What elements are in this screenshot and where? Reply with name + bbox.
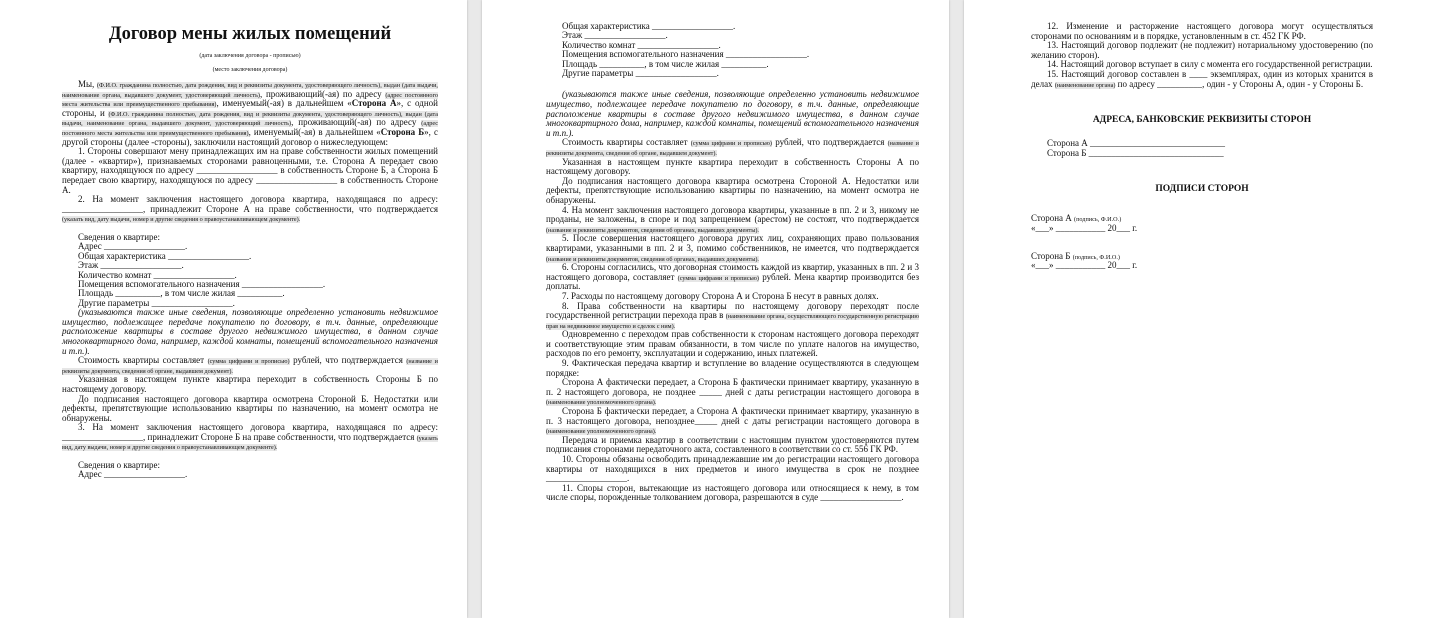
apartment-field: Общая характеристика __________________. [562, 21, 736, 31]
apartment-field: Помещения вспомогательного назначения __________________. [78, 278, 326, 289]
cost-text: Стоимость квартиры составляет [78, 355, 208, 366]
addresses-heading: АДРЕСА, БАНКОВСКИЕ РЕКВИЗИТЫ СТОРОН [1092, 115, 1312, 126]
apartment-info-label: Сведения о квартире: [78, 460, 161, 471]
date-caption: (дата заключения договора - прописью) [199, 53, 301, 59]
clause-6 [546, 263, 919, 292]
clause-5 [546, 234, 919, 263]
clause-8 [546, 302, 919, 331]
party-b-label: Сторона Б [380, 126, 425, 137]
clause-11: 11. Споры сторон, вытекающие из настоящего договора или относящиеся к нему, в том числе споры, порожденные толкованием договора, разрешаются в суде __________________. [546, 482, 919, 503]
clause-4-note: (название и реквизиты документов, сведения об органах, выдавших документы). [546, 226, 759, 234]
apartment-field: Количество комнат __________________. [78, 269, 237, 280]
clause-3 [62, 423, 438, 452]
clause-10: 10. Стороны обязаны освободить принадлежавшие им до регистрации настоящего договора квартиры от находящихся в них предметов и иного имущества в срок не позднее __________________. [546, 454, 919, 484]
clause-9: 9. Фактическая передача квартир и вступление во владение осуществляются в следующем порядке: [546, 358, 919, 378]
party-a-label: Сторона А [351, 98, 397, 109]
clause-15-text: 15. Настоящий договор составлен в ____ экземплярах, один из которых хранится в делах [1031, 68, 1373, 89]
transfer-paragraph: Указанная в настоящем пункте квартира переходит в собственность Стороны Б по настоящему договору. [62, 374, 438, 394]
intro-text: », с одной стороны, и [62, 98, 438, 118]
clause-9-text: Сторона А фактически передает, а Сторона Б фактически принимает квартиру, указанную в п. 2 настоящего договора, не позднее _____ дней с даты регистрации настоящего договора в [546, 377, 919, 397]
cost-doc-note: (название и реквизиты документа, сведения об органе, выдавшем документ). [62, 358, 438, 375]
clause-7: 7. Расходы по настоящему договору Сторона А и Сторона Б несут в равных долях. [562, 290, 879, 301]
clause-6-text: рублей. Мена квартир производится без доплаты. [546, 271, 919, 292]
clause-13: 13. Настоящий договор подлежит (не подлежит) нотариальному удостоверению (по желанию сторон). [1031, 40, 1373, 60]
intro-text: , именуемый(-ая) в дальнейшем « [216, 98, 352, 109]
inspection-paragraph: До подписания настоящего договора квартира осмотрена Стороной А. Недостатки или дефекты, препятствующие использованию квартиры по назначению, на момент осмотра не обнаружены. [546, 175, 919, 205]
cost-text: Стоимость квартиры составляет [562, 137, 691, 148]
page-2-content [546, 22, 919, 503]
clause-1: 1. Стороны совершают мену принадлежащих им на праве собственности жилых помещений (далее - «квартир»), признаваемых сторонами равноценными, т.е. Сторона А передает свою квартиру, находящуюся по адресу __________________ в собственность Стороне Б, а Сторона Б передает свою квартиру, находящуюся по адресу __________________ в собственность Стороне А. [62, 146, 438, 195]
document-page-2 [482, 0, 949, 618]
apartment-info-b-continued [546, 22, 919, 78]
clause-9-party-b [546, 407, 919, 436]
document-title: Договор мены жилых помещений [108, 24, 392, 44]
cost-paragraph [546, 138, 919, 157]
clause-9-note: (наименование уполномоченного органа). [546, 428, 657, 436]
clause-9-note: (наименование уполномоченного органа). [546, 399, 657, 407]
signature-a-label: Сторона А [1031, 213, 1075, 224]
clause-15 [1031, 70, 1373, 89]
clause-4-text: 4. На момент заключения настоящего договора квартиры, указанные в пп. 2 и 3, никому не проданы, не заложены, в споре и под запрещением (арестом) не состоят, что подтверждается [546, 204, 919, 225]
simultaneous-transfer-paragraph: Одновременно с переходом прав собственности к сторонам настоящего договора переходят и соответствующие этим правам обязанности, в том числе по уплате налогов на имущество, расходов по его ремонту, эксплуатации и содержанию, иных платежей. [546, 329, 919, 359]
intro-text: », с другой стороны (далее -стороны), заключили настоящий договор о нижеследующем: [62, 126, 438, 147]
apartment-field: Другие параметры __________________. [562, 68, 719, 79]
clause-3-text: 3. На момент заключения настоящего договора квартира, находящаяся по адресу: __________________, принадлежит Стороне Б на праве собственности, что подтверждается [62, 422, 438, 442]
clause-15-note: (наименование органа) [1054, 81, 1116, 89]
clause-8-text: 8. Права собственности на квартиры по настоящему договору переходят после государственной регистрации перехода прав в [546, 300, 919, 321]
clause-3-note: (указать вид, дату выдачи, номер и другие сведения о правоустанавливающем документе). [62, 434, 438, 452]
apartment-field: Этаж __________________. [78, 260, 184, 271]
signatures-block [1031, 214, 1373, 270]
cost-doc-note: (название и реквизиты документа, сведения об органе, выдавшем документ). [546, 140, 919, 157]
clause-12: 12. Изменение и расторжение настоящего договора могут осуществляться сторонами по основаниям и в порядке, установленным в ст. 452 ГК РФ. [1031, 21, 1373, 41]
clause-2 [62, 195, 438, 224]
intro-text: , проживающий(-ая) по адресу [291, 117, 422, 128]
party-b-details: (Ф.И.О. гражданина полностью, дата рождения, вид и реквизиты документа, удостоверяющего личность), выдан (дата выдачи, наименование органа, выдавшего документ, удостоверяющий личность) [62, 110, 438, 128]
clause-8-note: (наименование органа, осуществляющего государственную регистрацию прав на недвижимое имущество и сделок с ним). [546, 313, 919, 330]
apartment-field: Количество комнат __________________. [562, 39, 721, 50]
place-caption: (место заключения договора) [212, 67, 288, 73]
intro-text: , именуемый(-ая) в дальнейшем « [248, 126, 381, 137]
clause-5-text: 5. После совершения настоящего договора других лиц, сохраняющих право пользования квартирами, указанными в пп. 2 и 3, помимо собственников, не имеется, что подтверждается [546, 233, 919, 253]
apartment-field: Этаж __________________. [562, 30, 668, 41]
party-b-address-line: Сторона Б ______________________________ [1047, 147, 1224, 158]
cost-paragraph [62, 356, 438, 375]
signature-a-note: (подпись, Ф.И.О.) [1074, 216, 1122, 224]
party-a-details: (Ф.И.О. гражданина полностью, дата рождения, вид и реквизиты документа, удостоверяющего личность), выдан (дата выдачи, наименование органа, выдавшего документ, удостоверяющий личность) [62, 82, 438, 99]
cost-note: (сумма цифрами и прописью) [690, 140, 772, 148]
signature-a-date: «___» ___________ 20___ г. [1031, 222, 1138, 233]
clause-4 [546, 206, 919, 235]
apartment-field: Адрес __________________. [78, 469, 188, 480]
apartment-field: Помещения вспомогательного назначения __________________. [562, 49, 810, 60]
page-1-content [62, 22, 438, 480]
addresses-block [1031, 139, 1373, 158]
signature-b-note: (подпись, Ф.И.О.) [1072, 253, 1120, 261]
cost-note: (сумма цифрами и прописью) [207, 358, 290, 366]
party-a-address-line: Сторона А ______________________________ [1047, 138, 1226, 149]
clause-2-note: (указать вид, дату выдачи, номер и другие сведения о правоустанавливающем документе). [62, 216, 301, 224]
cost-text: рублей, что подтверждается [289, 355, 407, 366]
party-a-address-note: (адрес постоянного места жительства или преимущественного пребывания) [62, 91, 438, 109]
apartment-field: Другие параметры __________________. [78, 297, 235, 308]
apartment-info-a [62, 233, 438, 308]
clause-9-text: Сторона Б фактически передает, а Сторона А фактически принимает квартиру, указанную в п. 3 настоящего договора, непозднее_____ дней с даты регистрации настоящего договора в [546, 406, 919, 426]
page-3-content [1031, 22, 1373, 271]
apartment-info-b [62, 461, 438, 480]
clause-6-text: 6. Стороны согласились, что договорная стоимость каждой из квартир, указанных в пп. 2 и 3 настоящего договора, составляет [546, 262, 919, 282]
document-page-1 [0, 0, 467, 618]
apartment-info-label: Сведения о квартире: [78, 231, 161, 242]
apartment-field: Площадь __________, в том числе жилая __________. [562, 58, 769, 69]
intro-paragraph [62, 80, 438, 147]
signature-b-date: «___» ___________ 20___ г. [1031, 260, 1138, 271]
apartment-field: Площадь __________, в том числе жилая __________. [78, 288, 285, 299]
intro-text: , проживающий(-ая) по адресу [259, 88, 386, 99]
cost-text: рублей, что подтверждается [771, 137, 888, 148]
apartment-field: Адрес __________________. [78, 241, 188, 252]
apartment-field: Общая характеристика __________________. [78, 250, 252, 261]
clause-14: 14. Настоящий договор вступает в силу с момента его государственной регистрации. [1047, 59, 1373, 70]
party-b-address-note: (адрес постоянного места жительства или преимущественного пребывания) [62, 120, 438, 137]
document-page-3 [964, 0, 1429, 618]
transfer-paragraph: Указанная в настоящем пункте квартира переходит в собственность Стороны А по настоящему договору. [546, 156, 919, 177]
signatures-heading: ПОДПИСИ СТОРОН [1155, 184, 1249, 195]
inspection-paragraph: До подписания настоящего договора квартира осмотрена Стороной Б. Недостатки или дефекты, препятствующие использованию квартиры по назначению, на момент осмотра не обнаружены. [62, 393, 438, 423]
clause-15-text: по адресу __________, один - у Стороны А, один - у Стороны Б. [1115, 78, 1364, 89]
handover-paragraph: Передача и приемка квартир в соответствии с настоящим пунктом удостоверяются путем подписания сторонами передаточного акта, составленного в соответствии со ст. 556 ГК РФ. [546, 434, 919, 455]
intro-text: Мы, [78, 79, 97, 89]
italic-note: (указываются также иные сведения, позволяющие определенно установить недвижимое имущество, подлежащее передаче покупателю по договору, в т.ч. данные, определяющие расположение квартиры в составе другого недвижимого имущества, в данном случае многоквартирного дома, например, каждой комнаты, помещений вспомогательного назначения и т.п.). [62, 307, 438, 356]
italic-note: (указываются также иные сведения, позволяющие определенно установить недвижимое имущество, подлежащее передаче покупателю по договору, в т.ч. данные, определяющие расположение квартиры в составе другого недвижимого имущества, в данном случае многоквартирного дома, например, каждой комнаты, помещений вспомогательного назначения и т.п.). [546, 89, 919, 138]
clause-6-note: (сумма цифрами и прописью) [677, 274, 759, 282]
clause-9-party-a [546, 378, 919, 407]
clause-5-note: (название и реквизиты документов, сведения об органах, выдавших документы). [546, 255, 759, 263]
clause-2-text: 2. На момент заключения настоящего договора квартира, находящаяся по адресу: __________________, принадлежит Стороне А на праве собственности, что подтверждается [62, 194, 438, 214]
signature-b-label: Сторона Б [1031, 250, 1073, 261]
